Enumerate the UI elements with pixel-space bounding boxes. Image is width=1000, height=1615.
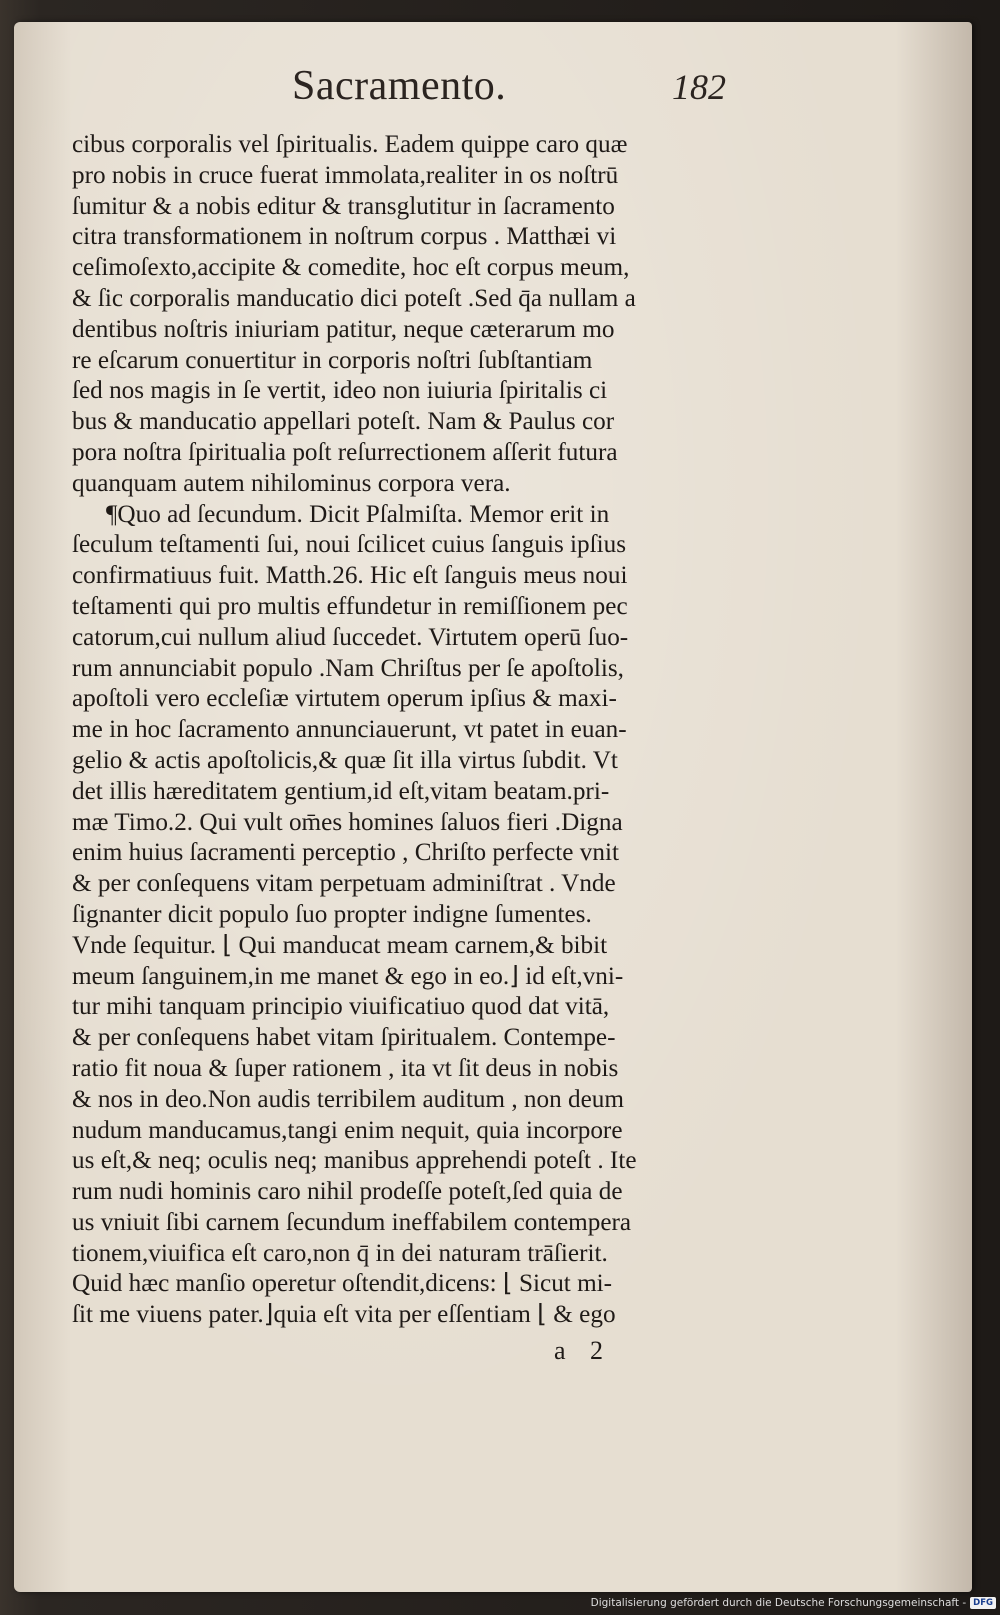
text-line: ſignanter dicit populo ſuo propter indigne ſumentes.: [72, 900, 592, 928]
text-line: rum annunciabit populo .Nam Chriſtus per ſe apoſtolis,: [72, 654, 624, 682]
text-line: & ſic corporalis manducatio dici poteſt .Sed q̄a nullam a: [72, 284, 636, 312]
text-line: ſeculum teſtamenti ſui, noui ſcilicet cuius ſanguis ipſius: [72, 531, 627, 559]
book-page: [14, 22, 972, 1592]
text-line: us vniuit ſibi carnem ſecundum ineffabilem contempera: [72, 1208, 632, 1236]
text-line: enim huius ſacramenti perceptio , Chriſto perfecte vnit: [72, 839, 619, 867]
text-line: confirmatiuus fuit. Matth.26. Hic eſt ſanguis meus noui: [72, 562, 628, 590]
text-line: mæ Timo.2. Qui vult om̄es homines ſaluos fieri .Digna: [72, 808, 623, 836]
text-line: tionem,viuifica eſt caro,non q̄ in dei naturam trāſierit.: [72, 1239, 608, 1267]
text-line: quanquam autem nihilominus corpora vera.: [72, 469, 511, 497]
text-line: Quid hæc manſio operetur oſtendit,dicens: ⌊ Sicut mi-: [72, 1270, 613, 1298]
body-text: [72, 130, 792, 1331]
text-line: me in hoc ſacramento annunciauerunt, vt patet in euan-: [72, 716, 627, 744]
text-line: bus & manducatio appellari poteſt. Nam & Paulus cor: [72, 408, 615, 436]
text-line: pro nobis in cruce fuerat immolata,realiter in os noſtrū: [72, 161, 619, 189]
text-line: ſumitur & a nobis editur & transglutitur in ſacramento: [72, 192, 615, 220]
text-line: teſtamenti qui pro multis effundetur in remiſſionem pec: [72, 592, 628, 620]
text-line: ceſimoſexto,accipite & comedite, hoc eſt corpus meum,: [72, 254, 630, 282]
text-line: citra transformationem in noſtrum corpus . Matthæi vi: [72, 223, 617, 251]
text-line: det illis hæreditatem gentium,id eſt,vitam beatam.pri-: [72, 777, 610, 805]
text-line: rum nudi hominis caro nihil prodeſſe poteſt,ſed quia de: [72, 1178, 623, 1206]
text-line: pora noſtra ſpiritualia poſt reſurrectionem aſſerit futura: [72, 438, 618, 466]
signature-mark: a 2: [554, 1336, 604, 1365]
text-line: Vnde ſequitur. ⌊ Qui manducat meam carnem,& bibit: [72, 931, 608, 959]
text-line: us eſt,& neq; oculis neq; manibus apprehendi poteſt . Ite: [72, 1147, 637, 1175]
text-line: & per conſequens vitam perpetuam adminiſtrat . Vnde: [72, 870, 616, 898]
text-line: dentibus noſtris iniuriam patitur, neque cæterarum mo: [72, 315, 615, 343]
digitization-credit: [591, 1597, 996, 1609]
text-line: re eſcarum conuertitur in corporis noſtri ſubſtantiam: [72, 346, 593, 374]
running-title: Sacramento.: [292, 63, 507, 109]
text-line: catorum,cui nullum aliud ſuccedet. Virtutem operū ſuo-: [72, 623, 629, 651]
dfg-logo: DFG: [970, 1597, 996, 1609]
text-line: meum ſanguinem,in me manet & ego in eo.⌋ id eſt,vni-: [72, 962, 624, 990]
text-line: nudum manducamus,tangi enim nequit, quia incorpore: [72, 1116, 623, 1144]
text-line: ſed nos magis in ſe vertit, ideo non iuiuria ſpiritalis ci: [72, 377, 608, 405]
text-line: & per conſequens habet vitam ſpiritualem. Contempe-: [72, 1024, 616, 1052]
page-number: 182: [672, 67, 726, 107]
credit-text: Digitalisierung gefördert durch die Deutsche Forschungsgemeinschaft -: [590, 1597, 967, 1609]
text-line: cibus corporalis vel ſpiritualis. Eadem quippe caro quæ: [72, 131, 628, 158]
text-line: apoſtoli vero eccleſiæ virtutem operum ipſius & maxi-: [72, 685, 617, 713]
page-header: [14, 62, 972, 122]
text-line: ſit me viuens pater.⌋quia eſt vita per eſſentiam ⌊ & ego: [72, 1301, 616, 1329]
text-line: gelio & actis apoſtolicis,& quæ ſit illa virtus ſubdit. Vt: [72, 746, 618, 774]
text-line: ¶Quo ad ſecundum. Dicit Pſalmiſta. Memor erit in: [106, 500, 610, 528]
text-line: & nos in deo.Non audis terribilem auditum , non deum: [72, 1085, 624, 1113]
text-line: tur mihi tanquam principio viuificatiuo quod dat vitā,: [72, 993, 610, 1021]
text-line: ratio fit noua & ſuper rationem , ita vt ſit deus in nobis: [72, 1054, 619, 1082]
